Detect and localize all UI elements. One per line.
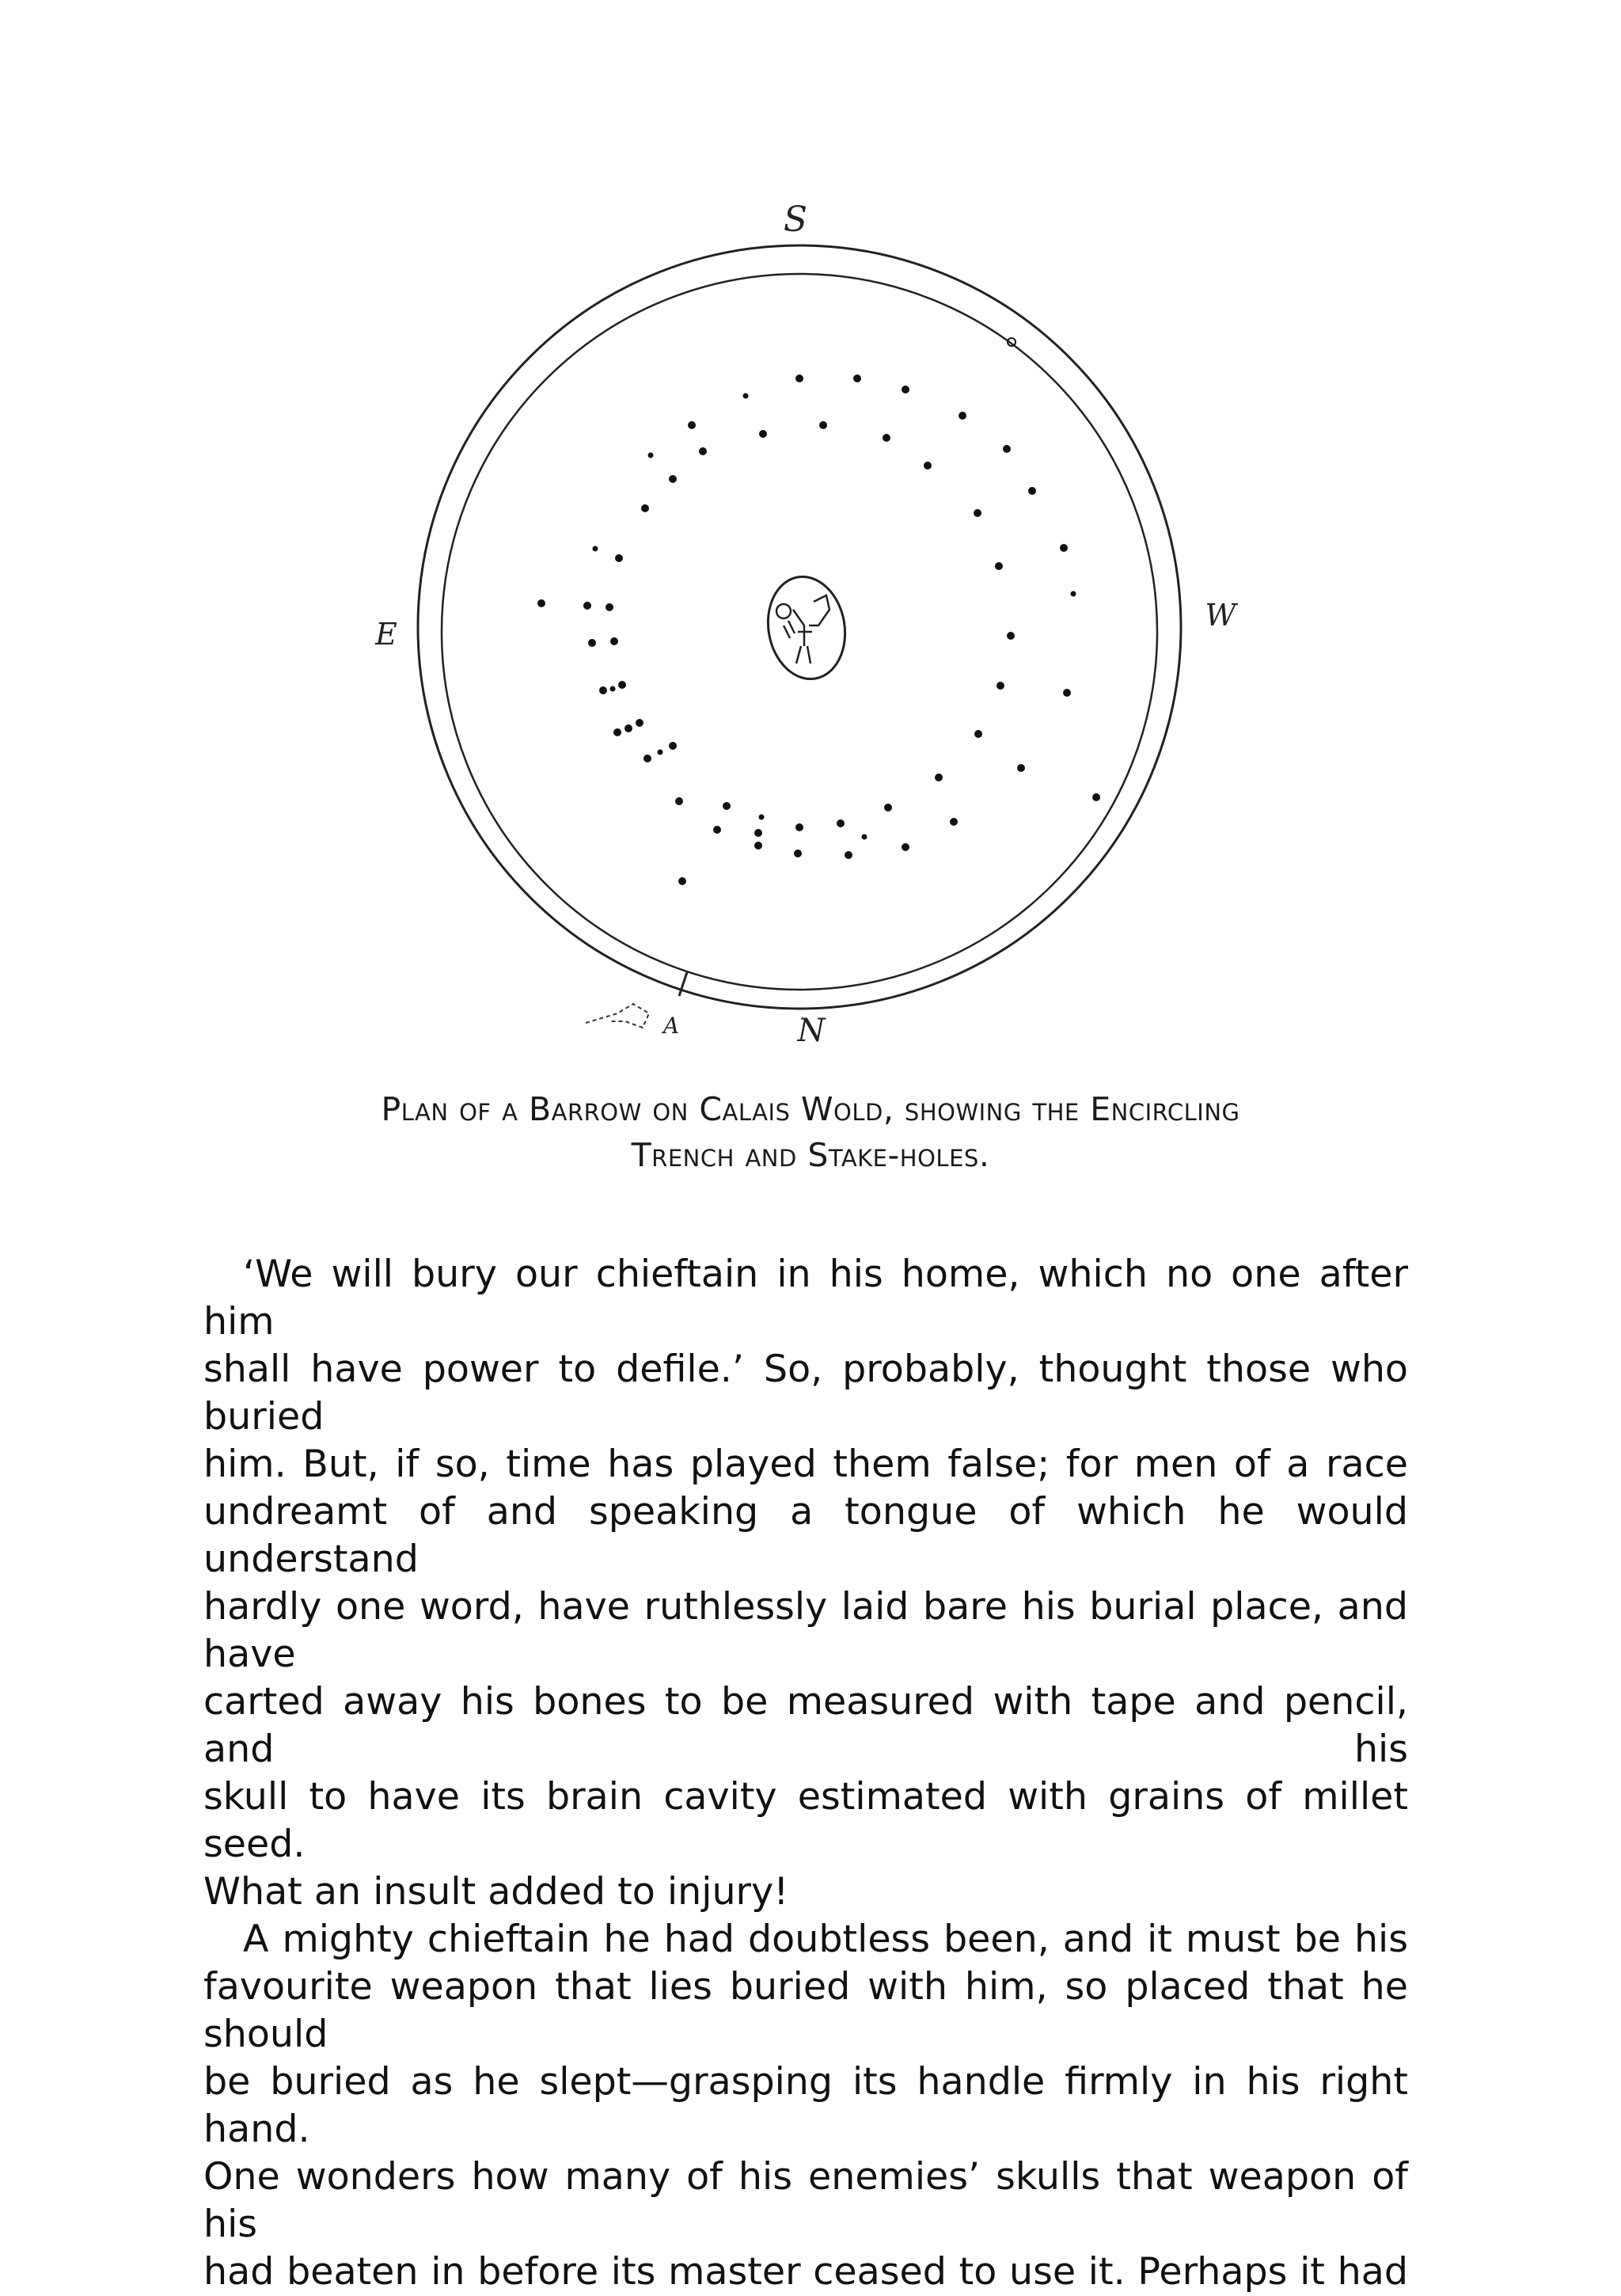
compass-east-label: E bbox=[375, 617, 397, 652]
stake-hole bbox=[641, 504, 649, 512]
stake-hole bbox=[713, 826, 721, 834]
stake-hole bbox=[959, 412, 966, 420]
compass-south-label: S bbox=[783, 200, 808, 240]
encircling-trench bbox=[418, 245, 1181, 1009]
stake-hole bbox=[759, 815, 765, 820]
stake-hole bbox=[618, 681, 626, 689]
central-grave bbox=[760, 571, 852, 686]
stake-hole bbox=[624, 724, 632, 732]
text-line: him. But, if so, time has played them false; for men of a race bbox=[203, 1443, 1408, 1486]
grave-pit-outline bbox=[760, 571, 852, 686]
stake-hole bbox=[853, 374, 861, 382]
trench-outer-ring bbox=[418, 245, 1181, 1009]
caption-line: Plan of a Barrow on Calais Wold, showing the Encircling bbox=[381, 1090, 1240, 1128]
stake-hole bbox=[593, 546, 598, 552]
stake-hole bbox=[688, 421, 696, 429]
stake-hole bbox=[924, 462, 932, 469]
stake-hole bbox=[819, 421, 827, 429]
stake-hole bbox=[935, 774, 943, 781]
text-line: hardly one word, have ruthlessly laid bare his burial place, and have bbox=[203, 1585, 1408, 1676]
text-line: carted away his bones to be measured with tape and pencil, and his bbox=[203, 1680, 1408, 1771]
stake-hole bbox=[669, 742, 677, 750]
stake-hole bbox=[599, 686, 607, 694]
paragraph bbox=[203, 1251, 1408, 1916]
stake-hole bbox=[610, 686, 616, 692]
stake-hole bbox=[636, 719, 643, 727]
stake-hole bbox=[723, 802, 731, 810]
stake-hole bbox=[1092, 793, 1100, 801]
stake-hole bbox=[902, 843, 909, 851]
stake-hole bbox=[1003, 445, 1011, 453]
text-line: favourite weapon that lies buried with him, so placed that he should bbox=[203, 1965, 1408, 2056]
text-line: What an insult added to injury! bbox=[203, 1870, 789, 1914]
stake-hole bbox=[845, 851, 852, 859]
stake-hole bbox=[588, 639, 596, 647]
barrow-plan-figure bbox=[0, 0, 1621, 1077]
stake-holes bbox=[537, 338, 1100, 885]
stake-hole bbox=[902, 386, 909, 393]
skeleton-icon bbox=[776, 595, 829, 663]
stake-hole bbox=[997, 682, 1004, 690]
section-dashed-outline bbox=[586, 1004, 649, 1028]
stake-hole bbox=[754, 829, 762, 837]
text-line: be buried as he slept—grasping its handle firmly in his right hand. bbox=[203, 2060, 1408, 2151]
text-line: A mighty chieftain he had doubtless been, and it must be his bbox=[243, 1918, 1408, 1961]
paragraph bbox=[203, 1916, 1408, 2296]
stake-hole bbox=[1060, 544, 1068, 552]
stake-hole bbox=[1071, 591, 1076, 597]
stake-hole bbox=[669, 475, 677, 483]
stake-hole bbox=[1017, 764, 1025, 772]
stake-hole bbox=[974, 730, 982, 738]
stake-hole bbox=[678, 877, 686, 885]
section-marker-label: A bbox=[662, 1013, 680, 1039]
stake-hole bbox=[610, 637, 618, 645]
stake-hole bbox=[537, 599, 545, 607]
compass-west-label: W bbox=[1205, 598, 1236, 633]
stake-hole bbox=[995, 562, 1003, 570]
stake-hole bbox=[795, 374, 803, 382]
stake-hole bbox=[615, 554, 623, 562]
stake-hole bbox=[974, 509, 981, 517]
stake-hole bbox=[884, 804, 892, 812]
stake-hole bbox=[606, 603, 613, 611]
section-marker-a bbox=[586, 1004, 649, 1028]
stake-hole bbox=[754, 842, 762, 850]
text-line: shall have power to defile.’ So, probably, thought those who buried bbox=[203, 1348, 1408, 1439]
stake-hole bbox=[837, 819, 845, 827]
stake-hole bbox=[759, 430, 767, 438]
compass-north-label: N bbox=[797, 1013, 826, 1049]
text-line: undreamt of and speaking a tongue of which he would understand bbox=[203, 1490, 1408, 1581]
text-line: had beaten in before its master ceased to use it. Perhaps it had bbox=[203, 2250, 1408, 2294]
stake-hole bbox=[648, 453, 654, 458]
stake-hole bbox=[794, 850, 802, 857]
text-line: One wonders how many of his enemies’ skulls that weapon of his bbox=[203, 2155, 1408, 2246]
stake-hole bbox=[795, 823, 803, 831]
figure-caption bbox=[0, 1086, 1621, 1178]
stake-hole bbox=[699, 447, 707, 455]
stake-hole bbox=[643, 755, 651, 762]
text-line: ‘We will bury our chieftain in his home, which no one after him bbox=[203, 1253, 1408, 1344]
stake-hole bbox=[743, 393, 749, 399]
stake-hole bbox=[675, 797, 683, 805]
stake-hole bbox=[1063, 689, 1071, 697]
text-line: skull to have its brain cavity estimated with grains of millet seed. bbox=[203, 1775, 1408, 1866]
stake-hole bbox=[1007, 632, 1015, 640]
stake-hole bbox=[1028, 487, 1036, 495]
caption-line: Trench and Stake-holes. bbox=[631, 1136, 990, 1174]
stake-hole bbox=[883, 434, 890, 442]
stake-hole bbox=[950, 818, 958, 826]
stake-hole bbox=[583, 602, 591, 610]
body-text bbox=[203, 1251, 1408, 2296]
stake-hole bbox=[658, 750, 663, 755]
stake-hole bbox=[862, 834, 867, 840]
stake-hole bbox=[613, 728, 621, 736]
